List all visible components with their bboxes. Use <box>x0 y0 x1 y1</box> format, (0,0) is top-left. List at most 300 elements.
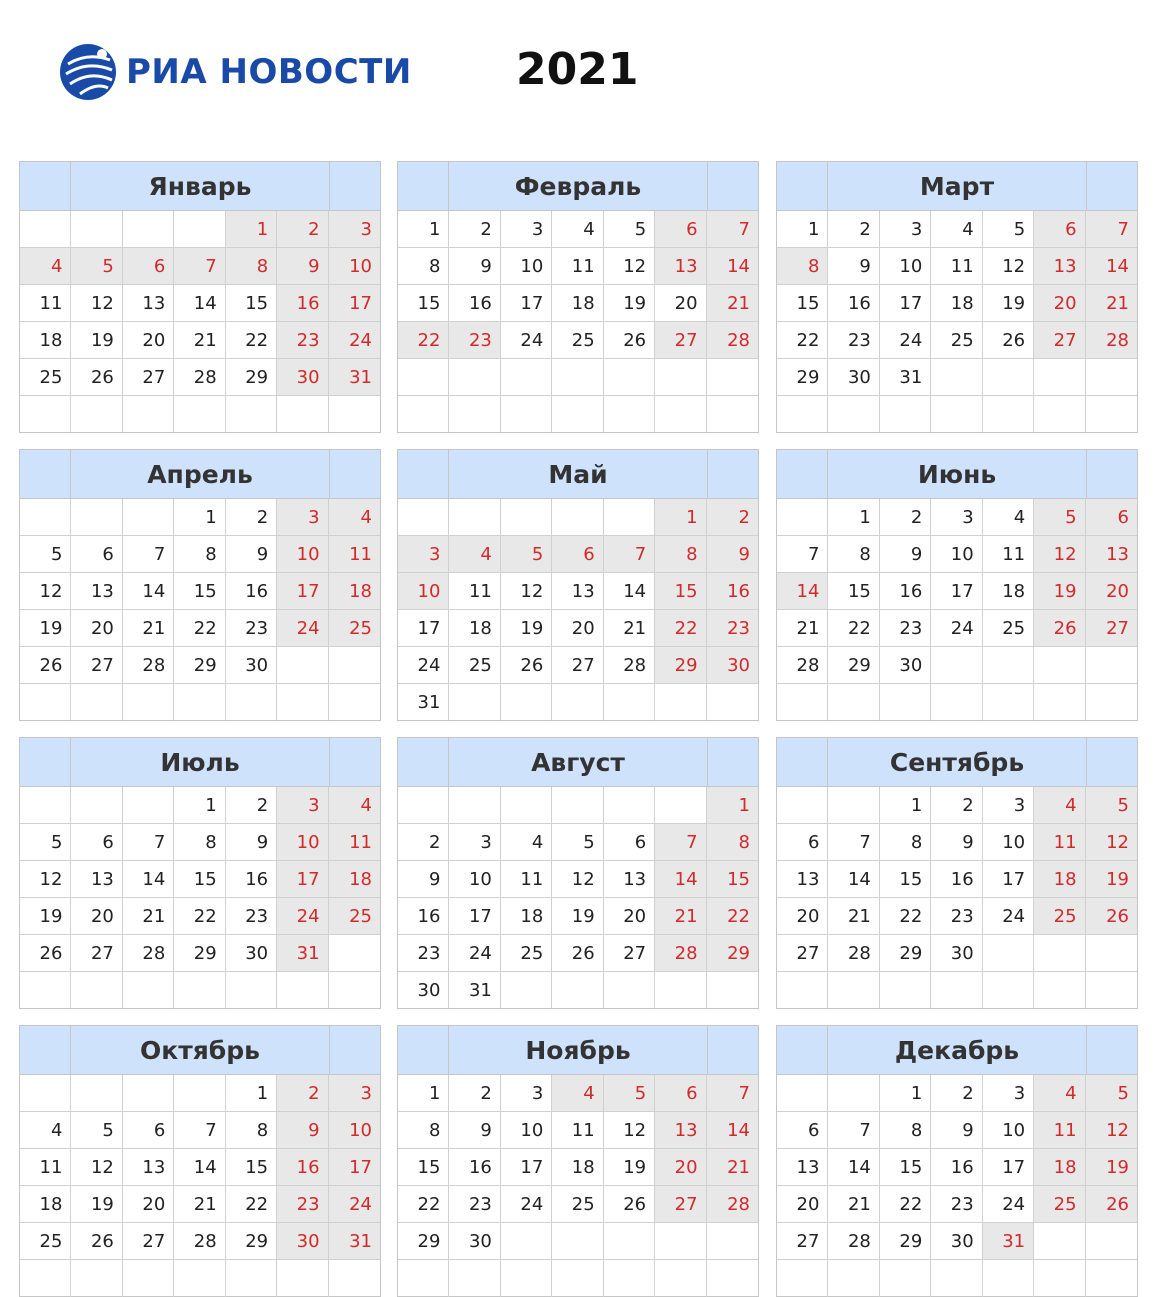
day-cell: 23 <box>931 1186 982 1223</box>
day-cell: 14 <box>828 861 879 898</box>
day-cell: 7 <box>707 211 758 248</box>
day-cell: 27 <box>71 935 122 972</box>
month-title: Июль <box>160 747 240 777</box>
day-cell: 9 <box>828 248 879 285</box>
month-title: Сентябрь <box>889 747 1025 777</box>
day-cell: 28 <box>777 647 828 684</box>
day-cell: 19 <box>552 898 603 935</box>
day-cell: 3 <box>449 824 500 861</box>
day-cell: 7 <box>828 824 879 861</box>
empty-cell <box>983 647 1034 684</box>
day-cell: 27 <box>655 1186 706 1223</box>
empty-cell <box>329 972 380 1009</box>
day-cell: 15 <box>226 1149 277 1186</box>
empty-cell <box>20 499 71 536</box>
day-cell: 29 <box>226 359 277 396</box>
empty-cell <box>329 647 380 684</box>
empty-cell <box>983 1260 1034 1297</box>
empty-cell <box>20 972 71 1009</box>
empty-cell <box>398 396 449 433</box>
day-cell: 24 <box>398 647 449 684</box>
day-cell: 30 <box>828 359 879 396</box>
day-cell: 1 <box>707 787 758 824</box>
day-cell: 3 <box>983 787 1034 824</box>
empty-cell <box>20 1260 71 1297</box>
day-cell: 8 <box>707 824 758 861</box>
empty-cell <box>174 1260 225 1297</box>
day-cell: 9 <box>931 1112 982 1149</box>
month-card <box>19 449 381 721</box>
day-cell: 10 <box>983 824 1034 861</box>
empty-cell <box>123 1075 174 1112</box>
day-cell: 30 <box>398 972 449 1009</box>
empty-cell <box>707 1223 758 1260</box>
day-cell: 12 <box>71 285 122 322</box>
day-cell: 14 <box>707 1112 758 1149</box>
day-cell: 30 <box>226 647 277 684</box>
empty-cell <box>501 1223 552 1260</box>
day-cell: 13 <box>123 285 174 322</box>
empty-cell <box>1034 359 1085 396</box>
day-cell: 5 <box>20 824 71 861</box>
day-cell: 6 <box>777 824 828 861</box>
day-cell: 11 <box>501 861 552 898</box>
day-cell: 9 <box>277 1112 328 1149</box>
day-cell: 1 <box>226 211 277 248</box>
month-header <box>20 1026 380 1075</box>
day-cell: 5 <box>604 211 655 248</box>
day-cell: 5 <box>71 1112 122 1149</box>
day-cell: 19 <box>71 322 122 359</box>
day-cell: 4 <box>501 824 552 861</box>
day-cell: 4 <box>20 1112 71 1149</box>
day-cell: 24 <box>329 1186 380 1223</box>
day-cell: 20 <box>1086 573 1137 610</box>
day-cell: 26 <box>1086 898 1137 935</box>
empty-cell <box>777 1075 828 1112</box>
day-cell: 8 <box>880 824 931 861</box>
day-cell: 31 <box>880 359 931 396</box>
day-cell: 8 <box>880 1112 931 1149</box>
day-cell: 4 <box>931 211 982 248</box>
empty-cell <box>174 1075 225 1112</box>
day-cell: 25 <box>329 898 380 935</box>
day-cell: 2 <box>398 824 449 861</box>
day-cell: 5 <box>983 211 1034 248</box>
day-cell: 12 <box>983 248 1034 285</box>
empty-cell <box>604 499 655 536</box>
day-cell: 19 <box>501 610 552 647</box>
day-cell: 10 <box>880 248 931 285</box>
day-cell: 17 <box>501 285 552 322</box>
logo-text: РИА НОВОСТИ <box>126 52 412 92</box>
day-cell: 9 <box>277 248 328 285</box>
day-cell: 21 <box>174 322 225 359</box>
day-cell: 30 <box>277 1223 328 1260</box>
day-cell: 28 <box>604 647 655 684</box>
day-cell: 13 <box>71 573 122 610</box>
day-cell: 4 <box>1034 787 1085 824</box>
day-cell: 28 <box>707 1186 758 1223</box>
empty-cell <box>449 1260 500 1297</box>
day-cell: 2 <box>931 1075 982 1112</box>
empty-cell <box>1034 684 1085 721</box>
empty-cell <box>777 396 828 433</box>
day-cell: 27 <box>71 647 122 684</box>
empty-cell <box>552 1223 603 1260</box>
day-cell: 23 <box>449 1186 500 1223</box>
empty-cell <box>1086 684 1137 721</box>
day-cell: 1 <box>174 787 225 824</box>
empty-cell <box>277 684 328 721</box>
day-cell: 10 <box>501 248 552 285</box>
day-cell: 26 <box>71 1223 122 1260</box>
day-cell: 31 <box>398 684 449 721</box>
empty-cell <box>123 396 174 433</box>
empty-cell <box>329 1260 380 1297</box>
day-cell: 24 <box>277 898 328 935</box>
day-cell: 6 <box>655 1075 706 1112</box>
day-cell: 11 <box>329 824 380 861</box>
day-cell: 17 <box>880 285 931 322</box>
day-cell: 8 <box>226 1112 277 1149</box>
empty-cell <box>777 499 828 536</box>
day-cell: 23 <box>226 610 277 647</box>
month-card <box>397 1025 759 1297</box>
empty-cell <box>777 1260 828 1297</box>
empty-cell <box>123 1260 174 1297</box>
day-cell: 17 <box>501 1149 552 1186</box>
day-cell: 4 <box>1034 1075 1085 1112</box>
month-title: Март <box>919 171 995 201</box>
day-cell: 14 <box>707 248 758 285</box>
month-days <box>777 787 1137 1009</box>
empty-cell <box>1086 396 1137 433</box>
day-cell: 2 <box>707 499 758 536</box>
month-days <box>20 499 380 721</box>
day-cell: 24 <box>449 935 500 972</box>
day-cell: 16 <box>398 898 449 935</box>
month-header <box>777 1026 1137 1075</box>
empty-cell <box>398 359 449 396</box>
empty-cell <box>174 972 225 1009</box>
day-cell: 3 <box>501 211 552 248</box>
empty-cell <box>983 359 1034 396</box>
day-cell: 25 <box>1034 1186 1085 1223</box>
day-cell: 12 <box>20 573 71 610</box>
month-card <box>19 161 381 433</box>
empty-cell <box>71 1260 122 1297</box>
empty-cell <box>604 684 655 721</box>
day-cell: 2 <box>931 787 982 824</box>
empty-cell <box>1034 647 1085 684</box>
day-cell: 28 <box>655 935 706 972</box>
empty-cell <box>71 1075 122 1112</box>
day-cell: 25 <box>1034 898 1085 935</box>
month-title: Август <box>531 747 625 777</box>
empty-cell <box>655 1223 706 1260</box>
day-cell: 12 <box>20 861 71 898</box>
day-cell: 23 <box>707 610 758 647</box>
day-cell: 8 <box>174 824 225 861</box>
day-cell: 20 <box>655 1149 706 1186</box>
day-cell: 26 <box>20 935 71 972</box>
empty-cell <box>1034 1223 1085 1260</box>
month-days <box>777 1075 1137 1297</box>
day-cell: 23 <box>398 935 449 972</box>
empty-cell <box>277 647 328 684</box>
empty-cell <box>20 1075 71 1112</box>
day-cell: 1 <box>398 211 449 248</box>
day-cell: 18 <box>449 610 500 647</box>
day-cell: 3 <box>983 1075 1034 1112</box>
day-cell: 22 <box>398 1186 449 1223</box>
month-header <box>398 1026 758 1075</box>
empty-cell <box>655 396 706 433</box>
day-cell: 15 <box>880 861 931 898</box>
day-cell: 5 <box>1034 499 1085 536</box>
day-cell: 21 <box>604 610 655 647</box>
day-cell: 4 <box>552 211 603 248</box>
day-cell: 6 <box>552 536 603 573</box>
empty-cell <box>777 972 828 1009</box>
month-card <box>397 161 759 433</box>
day-cell: 2 <box>226 787 277 824</box>
day-cell: 25 <box>552 1186 603 1223</box>
day-cell: 18 <box>552 285 603 322</box>
day-cell: 6 <box>777 1112 828 1149</box>
empty-cell <box>71 499 122 536</box>
day-cell: 12 <box>501 573 552 610</box>
day-cell: 12 <box>1086 1112 1137 1149</box>
day-cell: 18 <box>1034 1149 1085 1186</box>
day-cell: 5 <box>1086 787 1137 824</box>
day-cell: 13 <box>71 861 122 898</box>
page-header <box>0 0 1161 140</box>
empty-cell <box>1086 935 1137 972</box>
day-cell: 30 <box>931 1223 982 1260</box>
empty-cell <box>226 684 277 721</box>
month-card <box>776 1025 1138 1297</box>
day-cell: 24 <box>931 610 982 647</box>
empty-cell <box>777 684 828 721</box>
day-cell: 7 <box>707 1075 758 1112</box>
empty-cell <box>226 1260 277 1297</box>
day-cell: 14 <box>1086 248 1137 285</box>
day-cell: 22 <box>777 322 828 359</box>
day-cell: 26 <box>1034 610 1085 647</box>
empty-cell <box>828 1075 879 1112</box>
day-cell: 14 <box>174 285 225 322</box>
empty-cell <box>226 396 277 433</box>
empty-cell <box>604 1223 655 1260</box>
empty-cell <box>880 684 931 721</box>
day-cell: 10 <box>329 1112 380 1149</box>
empty-cell <box>501 359 552 396</box>
day-cell: 3 <box>398 536 449 573</box>
month-header <box>777 162 1137 211</box>
day-cell: 29 <box>226 1223 277 1260</box>
empty-cell <box>449 499 500 536</box>
day-cell: 24 <box>501 322 552 359</box>
day-cell: 30 <box>449 1223 500 1260</box>
month-days <box>20 211 380 433</box>
day-cell: 11 <box>449 573 500 610</box>
empty-cell <box>828 1260 879 1297</box>
empty-cell <box>398 787 449 824</box>
day-cell: 7 <box>123 536 174 573</box>
day-cell: 29 <box>707 935 758 972</box>
day-cell: 31 <box>277 935 328 972</box>
day-cell: 23 <box>226 898 277 935</box>
day-cell: 14 <box>777 573 828 610</box>
day-cell: 9 <box>398 861 449 898</box>
day-cell: 15 <box>174 573 225 610</box>
day-cell: 22 <box>880 1186 931 1223</box>
empty-cell <box>20 211 71 248</box>
day-cell: 10 <box>449 861 500 898</box>
day-cell: 12 <box>604 1112 655 1149</box>
day-cell: 10 <box>329 248 380 285</box>
day-cell: 22 <box>880 898 931 935</box>
day-cell: 6 <box>71 536 122 573</box>
day-cell: 19 <box>1086 1149 1137 1186</box>
day-cell: 22 <box>828 610 879 647</box>
day-cell: 10 <box>277 824 328 861</box>
day-cell: 4 <box>329 787 380 824</box>
empty-cell <box>329 396 380 433</box>
day-cell: 7 <box>604 536 655 573</box>
empty-cell <box>604 972 655 1009</box>
day-cell: 19 <box>983 285 1034 322</box>
day-cell: 23 <box>277 1186 328 1223</box>
empty-cell <box>604 359 655 396</box>
day-cell: 6 <box>1034 211 1085 248</box>
empty-cell <box>329 935 380 972</box>
empty-cell <box>501 787 552 824</box>
empty-cell <box>828 787 879 824</box>
day-cell: 1 <box>880 787 931 824</box>
month-days <box>398 211 758 433</box>
day-cell: 18 <box>931 285 982 322</box>
day-cell: 19 <box>1086 861 1137 898</box>
empty-cell <box>707 684 758 721</box>
day-cell: 21 <box>1086 285 1137 322</box>
day-cell: 8 <box>226 248 277 285</box>
day-cell: 31 <box>329 1223 380 1260</box>
day-cell: 20 <box>777 898 828 935</box>
day-cell: 26 <box>501 647 552 684</box>
day-cell: 6 <box>604 824 655 861</box>
empty-cell <box>398 1260 449 1297</box>
day-cell: 22 <box>226 1186 277 1223</box>
day-cell: 15 <box>880 1149 931 1186</box>
day-cell: 25 <box>983 610 1034 647</box>
day-cell: 2 <box>828 211 879 248</box>
day-cell: 1 <box>777 211 828 248</box>
month-header <box>20 738 380 787</box>
day-cell: 26 <box>552 935 603 972</box>
day-cell: 28 <box>707 322 758 359</box>
day-cell: 18 <box>20 322 71 359</box>
day-cell: 11 <box>1034 1112 1085 1149</box>
month-days <box>777 499 1137 721</box>
empty-cell <box>1086 359 1137 396</box>
day-cell: 13 <box>552 573 603 610</box>
empty-cell <box>1086 647 1137 684</box>
day-cell: 13 <box>123 1149 174 1186</box>
empty-cell <box>931 359 982 396</box>
day-cell: 20 <box>552 610 603 647</box>
day-cell: 29 <box>880 1223 931 1260</box>
month-days <box>398 787 758 1009</box>
day-cell: 3 <box>501 1075 552 1112</box>
day-cell: 17 <box>277 861 328 898</box>
month-header <box>20 450 380 499</box>
empty-cell <box>707 396 758 433</box>
day-cell: 17 <box>277 573 328 610</box>
empty-cell <box>501 1260 552 1297</box>
day-cell: 5 <box>1086 1075 1137 1112</box>
empty-cell <box>123 972 174 1009</box>
day-cell: 17 <box>329 285 380 322</box>
day-cell: 16 <box>226 573 277 610</box>
day-cell: 27 <box>777 1223 828 1260</box>
empty-cell <box>123 787 174 824</box>
month-card <box>19 737 381 1009</box>
day-cell: 30 <box>707 647 758 684</box>
day-cell: 29 <box>174 935 225 972</box>
day-cell: 2 <box>449 211 500 248</box>
day-cell: 11 <box>983 536 1034 573</box>
empty-cell <box>449 684 500 721</box>
day-cell: 16 <box>277 285 328 322</box>
day-cell: 24 <box>277 610 328 647</box>
day-cell: 12 <box>1086 824 1137 861</box>
day-cell: 6 <box>655 211 706 248</box>
day-cell: 17 <box>983 861 1034 898</box>
day-cell: 2 <box>277 211 328 248</box>
empty-cell <box>828 684 879 721</box>
day-cell: 27 <box>604 935 655 972</box>
day-cell: 9 <box>226 824 277 861</box>
day-cell: 8 <box>174 536 225 573</box>
empty-cell <box>1034 972 1085 1009</box>
empty-cell <box>174 684 225 721</box>
day-cell: 14 <box>655 861 706 898</box>
day-cell: 21 <box>828 1186 879 1223</box>
day-cell: 30 <box>226 935 277 972</box>
day-cell: 22 <box>174 610 225 647</box>
day-cell: 2 <box>449 1075 500 1112</box>
day-cell: 23 <box>277 322 328 359</box>
day-cell: 21 <box>123 610 174 647</box>
day-cell: 31 <box>449 972 500 1009</box>
day-cell: 23 <box>880 610 931 647</box>
empty-cell <box>71 972 122 1009</box>
day-cell: 13 <box>1086 536 1137 573</box>
day-cell: 25 <box>329 610 380 647</box>
day-cell: 11 <box>931 248 982 285</box>
month-title: Февраль <box>514 171 642 201</box>
empty-cell <box>1086 972 1137 1009</box>
day-cell: 24 <box>501 1186 552 1223</box>
day-cell: 6 <box>71 824 122 861</box>
day-cell: 25 <box>20 1223 71 1260</box>
day-cell: 25 <box>552 322 603 359</box>
day-cell: 18 <box>501 898 552 935</box>
day-cell: 26 <box>71 359 122 396</box>
